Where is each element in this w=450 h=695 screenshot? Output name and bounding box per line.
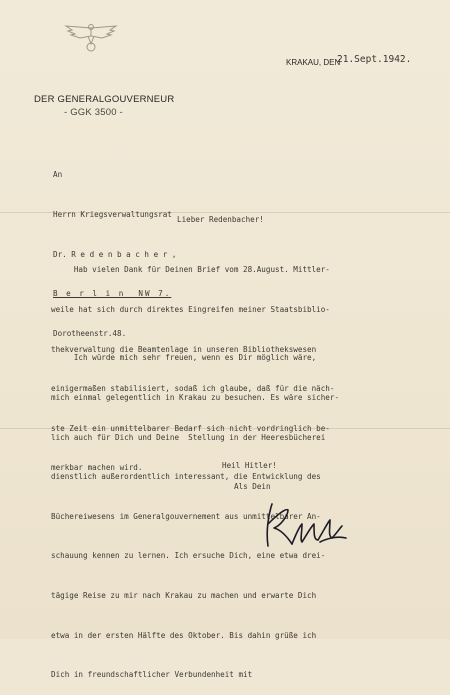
text-line: ste Zeit ein unmittelbarer Bedarf sich nicht vordringlich be- bbox=[51, 423, 330, 433]
text-line: dienstlich außerordentlich interessant, die Entwicklung des bbox=[51, 472, 321, 482]
text-line: mich einmal gelegentlich in Krakau zu besuchen. Es wäre sicher- bbox=[51, 393, 340, 403]
address-street: Dorotheenstr.48. bbox=[53, 328, 127, 338]
place-label: KRAKAU, DEN bbox=[286, 58, 341, 67]
address-line: Herrn Kriegsverwaltungsrat bbox=[53, 210, 172, 220]
text-line: Büchereiwesens im Generalgouvernement aus unmittelbarer An- bbox=[51, 511, 321, 521]
text-line: etwa in der ersten Hälfte des Oktober. Bis dahin grüße ich bbox=[51, 630, 317, 640]
text-line: Dich in freundschaftlicher Verbundenheit mit bbox=[51, 670, 253, 680]
address-line: Dr. R e d e n b a c h e r , bbox=[53, 249, 177, 259]
text-line: weile hat sich durch direktes Eingreifen meiner Staatsbiblio- bbox=[51, 305, 330, 315]
letter-date: 21.Sept.1942. bbox=[337, 54, 412, 65]
address-city: B e r l i n NW 7. bbox=[53, 289, 172, 299]
text-line: lich auch für Dich und Deine Stellung in der Heeresbücherei bbox=[51, 432, 326, 442]
salutation: Lieber Redenbacher! bbox=[177, 215, 264, 224]
text-line: einigermaßen stabilisiert, sodaß ich glaube, daß für die näch- bbox=[51, 384, 335, 394]
office-title: DER GENERALGOUVERNEUR bbox=[34, 94, 175, 105]
text-line: Ich würde mich sehr freuen, wenn es Dir möglich wäre, bbox=[51, 353, 317, 363]
text-line: schauung kennen zu lernen. Ich ersuche Dich, eine etwa drei- bbox=[51, 551, 326, 561]
letterhead bbox=[34, 94, 174, 118]
closing-salute: Heil Hitler! bbox=[222, 461, 277, 470]
text-line: tägige Reise zu mir nach Krakau zu machen und erwarte Dich bbox=[51, 591, 317, 601]
text-line: thekverwaltung die Beamtenlage in unseren Bibliothekswesen bbox=[51, 344, 317, 354]
handwritten-signature bbox=[258, 494, 348, 554]
closing-signoff: Als Dein bbox=[234, 482, 271, 491]
text-line: merkbar machen wird. bbox=[51, 463, 143, 473]
reference-number: - GGK 3500 - bbox=[64, 107, 123, 118]
address-line: An bbox=[53, 170, 63, 180]
text-line: Hab vielen Dank für Deinen Brief vom 28.August. Mittler- bbox=[51, 265, 330, 275]
eagle-emblem-icon bbox=[62, 22, 120, 52]
